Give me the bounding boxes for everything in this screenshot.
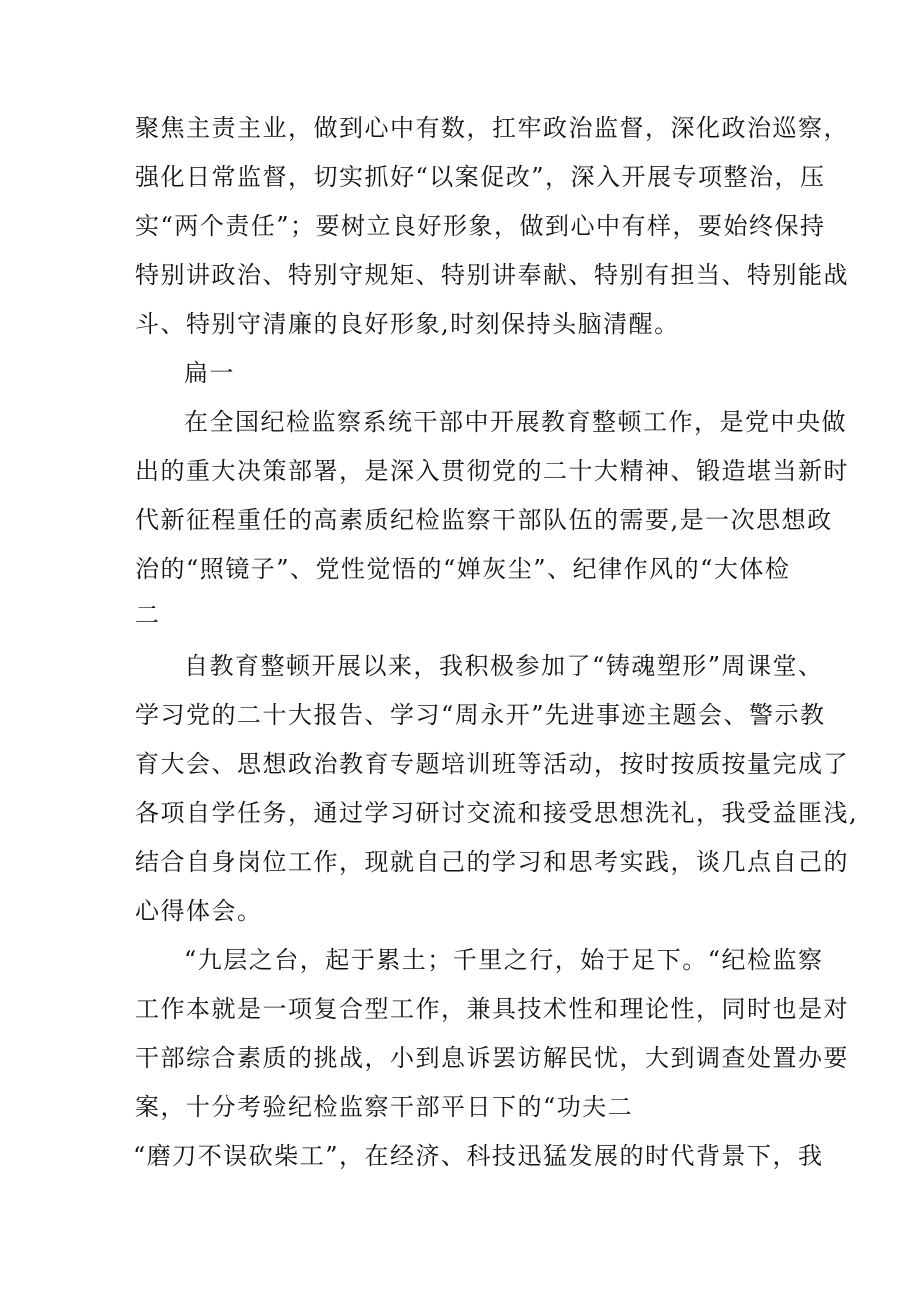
paragraph-line: 二 xyxy=(135,601,161,629)
paragraph-line: 案，十分考验纪检监察干部平日下的“功夫二 xyxy=(135,1093,634,1121)
paragraph-line: 斗、特别守清廉的良好形象,时刻保持头脑清醒。 xyxy=(135,310,680,338)
paragraph-line: 心得体会。 xyxy=(135,897,263,925)
paragraph-line: 育大会、思想政治教育专题培训班等活动，按时按质按量完成了 xyxy=(135,750,849,778)
paragraph-line: 结合自身岗位工作，现就自己的学习和思考实践，谈几点自己的 xyxy=(135,848,849,876)
paragraph-line: 聚焦主责主业，做到心中有数，扛牢政治监督，深化政治巡察， xyxy=(135,114,849,142)
paragraph-line: “磨刀不误砍柴工”，在经济、科技迅猛发展的时代背景下，我 xyxy=(133,1142,824,1170)
paragraph-line: 实“两个责任”；要树立良好形象，做到心中有样，要始终保持 xyxy=(135,212,826,240)
paragraph-line: 出的重大决策部署，是深入贯彻党的二十大精神、锻造堪当新时 xyxy=(135,457,849,485)
paragraph-line: 各项自学任务，通过学习研讨交流和接受思想洗礼，我受益匪浅, xyxy=(135,799,859,827)
section-heading: 扁一 xyxy=(184,359,235,387)
paragraph-line: 学习党的二十大报告、学习“周永开”先进事迹主题会、警示教 xyxy=(135,701,826,729)
paragraph-line: 干部综合素质的挑战，小到息诉罢访解民忧，大到调查处置办要 xyxy=(135,1044,849,1072)
paragraph-line: “九层之台，起于累土；千里之行，始于足下。“纪检监察 xyxy=(184,946,824,974)
paragraph-line: 自教育整顿开展以来，我积极参加了“铸魂塑形”周课堂、 xyxy=(184,652,824,680)
paragraph-line: 治的“照镜子”、党性觉悟的“婵灰尘”、纪律作风的“大体检 xyxy=(135,555,791,583)
paragraph-line: 强化日常监督，切实抓好“以案促改”，深入开展专项整治，压 xyxy=(135,163,826,191)
paragraph-line: 在全国纪检监察系统干部中开展教育整顿工作，是党中央做 xyxy=(184,408,847,436)
paragraph-line: 工作本就是一项复合型工作，兼具技术性和理论性，同时也是对 xyxy=(135,995,849,1023)
paragraph-line: 代新征程重任的高素质纪检监察干部队伍的需要,是一次思想政 xyxy=(135,506,833,534)
paragraph-line: 特别讲政治、特别守规矩、特别讲奉献、特别有担当、特别能战 xyxy=(135,261,849,289)
